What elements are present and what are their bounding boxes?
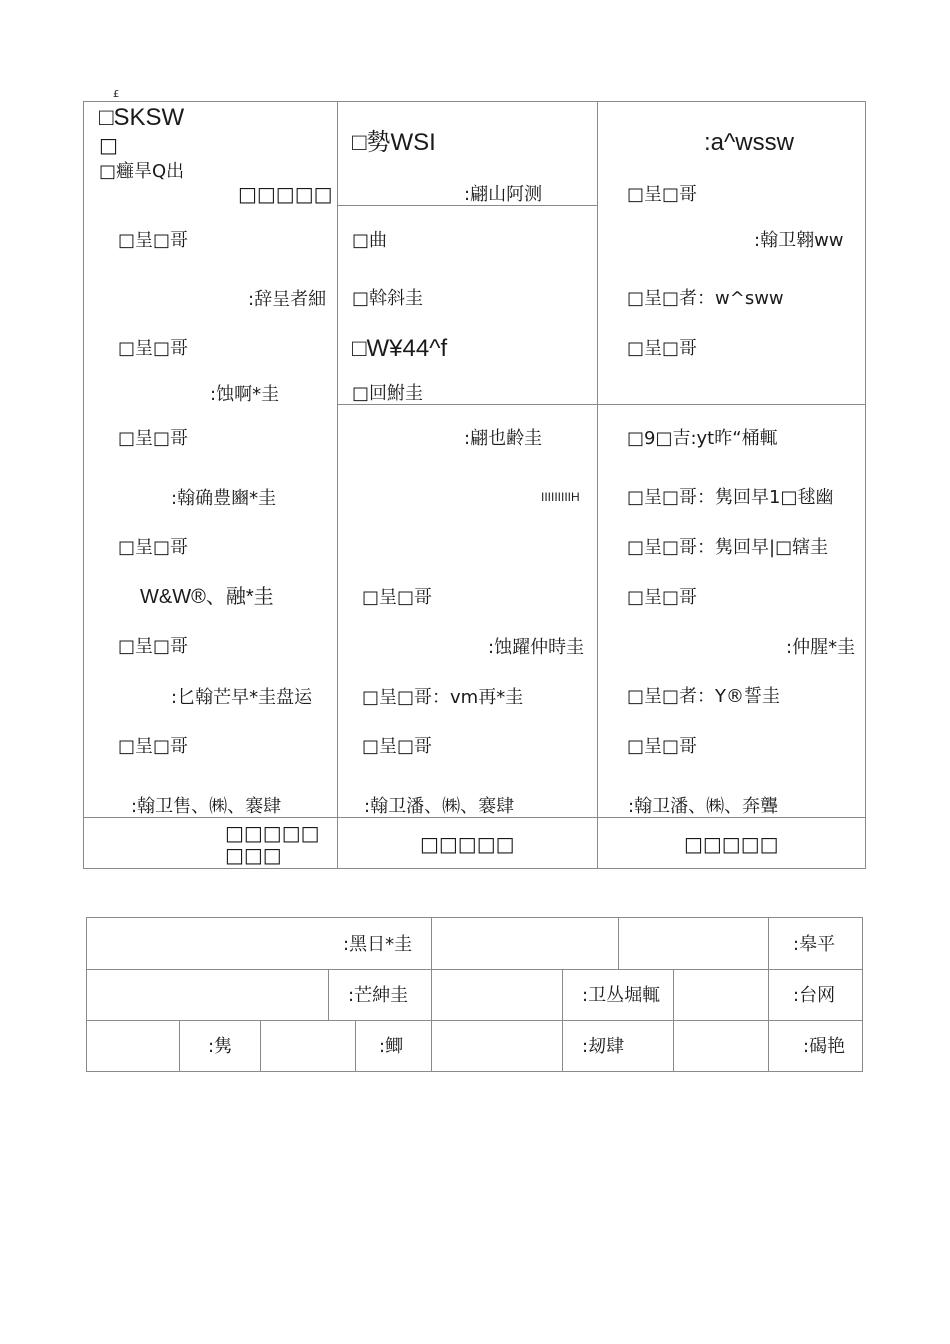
b-r3-v1 — [179, 1020, 180, 1072]
mid-subtitle: :翩山阿测 — [464, 184, 543, 205]
mid-row-1-value: :蚀躍仲時圭 — [488, 637, 585, 658]
b-r3-v7 — [768, 1020, 769, 1072]
left-title-line-1: □SKSW — [99, 104, 185, 131]
mid-a3: □W¥44^f — [352, 335, 448, 362]
right-row-2-label: □呈□哥 — [627, 338, 698, 359]
left-row-2-label: □呈□哥 — [118, 338, 189, 359]
b-r2-v1 — [328, 969, 329, 1020]
mid-row-2-label: □呈□哥：vm再*圭 — [362, 687, 524, 708]
footer-divider — [83, 817, 866, 818]
b-r1-v1 — [431, 917, 432, 969]
left-footer-line-2: □□□ — [225, 843, 282, 867]
mid-row-3-label: □呈□哥 — [362, 736, 433, 757]
b-r2-v3 — [562, 969, 563, 1020]
right-row-3-value: :仲腥*圭 — [786, 637, 856, 658]
left-row-2-value: :蚀啊*圭 — [210, 384, 280, 405]
mid-divider-1 — [337, 205, 597, 206]
left-row-1-label: □呈□哥 — [118, 230, 189, 251]
right-row-5-value: :翰卫潘、㈱、奔聾 — [628, 796, 779, 817]
b-r2-v4 — [673, 969, 674, 1020]
bottom-row-divider-1 — [86, 969, 863, 970]
left-boxes: □□□□□ — [238, 182, 333, 206]
right-row-1-label: □呈□者：w^sww — [627, 288, 784, 309]
mid-b1: :翩也齢圭 — [464, 428, 543, 449]
b-r2-v2 — [431, 969, 432, 1020]
mid-row-1-label: □呈□哥 — [362, 587, 433, 608]
bottom-cell-5: :台网 — [793, 985, 836, 1006]
left-row-3-value: :翰确豊豳*圭 — [171, 488, 277, 509]
col-divider-2 — [597, 101, 598, 869]
right-row-3-label: □呈□哥 — [627, 587, 698, 608]
bottom-cell-2: :皋平 — [793, 934, 836, 955]
bottom-row-divider-2 — [86, 1020, 863, 1021]
bottom-cell-1: :黑日*圭 — [343, 934, 413, 955]
b-r1-v3 — [768, 917, 769, 969]
left-row-4-label: □呈□哥 — [118, 537, 189, 558]
b-r3-v4 — [431, 1020, 432, 1072]
left-row-6-label: □呈□哥 — [118, 736, 189, 757]
col-divider-1 — [337, 101, 338, 869]
right-c1: □9□吉:yt昨“桶輒 — [627, 428, 778, 449]
left-row-5-value: :匕翰芒早*圭盘运 — [171, 687, 313, 708]
left-title-line-2: □ — [99, 133, 118, 157]
right-title: :a^wssw — [704, 129, 794, 156]
bottom-cell-8: :刼肆 — [582, 1036, 625, 1057]
right-row-0-value: :翰卫翱ww — [754, 230, 844, 251]
bottom-table-frame — [86, 917, 863, 1072]
left-row-6-value: :翰卫售、㈱、褰肆 — [131, 796, 282, 817]
b-r2-v5 — [768, 969, 769, 1020]
left-row-4-value: W&W®、融*圭 — [140, 586, 274, 608]
bottom-cell-9: :碣艳 — [803, 1036, 846, 1057]
right-row-0-label: □呈□哥 — [627, 184, 698, 205]
row-divider-2 — [337, 404, 866, 405]
bottom-cell-7: :鲫 — [379, 1036, 404, 1057]
mid-row-3-value: :翰卫潘、㈱、褰肆 — [364, 796, 515, 817]
left-title-line-3: □癰旱Q出 — [99, 161, 185, 182]
left-row-1-value: :辞呈者細 — [248, 289, 327, 310]
mid-a2: □斡斜圭 — [352, 288, 424, 309]
right-c2: □呈□哥：隽回早1□毬幽 — [627, 487, 834, 508]
mid-footer: □□□□□ — [420, 832, 515, 856]
right-row-5-label: □呈□哥 — [627, 736, 698, 757]
mid-title: □勢WSI — [352, 129, 436, 156]
bottom-cell-4: :卫丛堀輒 — [582, 985, 661, 1006]
main-form-frame — [83, 101, 866, 869]
left-row-5-label: □呈□哥 — [118, 636, 189, 657]
b-r3-v3 — [355, 1020, 356, 1072]
left-footer-line-1: □□□□□ — [225, 821, 320, 845]
b-r3-v6 — [673, 1020, 674, 1072]
mid-a1: □曲 — [352, 230, 388, 251]
mid-a4: □回鮒圭 — [352, 383, 424, 404]
b-r1-v2 — [618, 917, 619, 969]
b-r3-v5 — [562, 1020, 563, 1072]
right-footer: □□□□□ — [684, 832, 779, 856]
bottom-cell-3: :芒紳圭 — [348, 985, 409, 1006]
b-r3-v2 — [260, 1020, 261, 1072]
bottom-cell-6: :隽 — [208, 1036, 233, 1057]
corner-mark: £ — [113, 89, 120, 100]
right-c3: □呈□哥：隽回早|□辖圭 — [627, 537, 829, 558]
left-row-3-label: □呈□哥 — [118, 428, 189, 449]
mid-b2: IIIIIIIIIH — [541, 490, 580, 504]
right-row-4-label: □呈□者：Y®誓圭 — [627, 686, 781, 707]
